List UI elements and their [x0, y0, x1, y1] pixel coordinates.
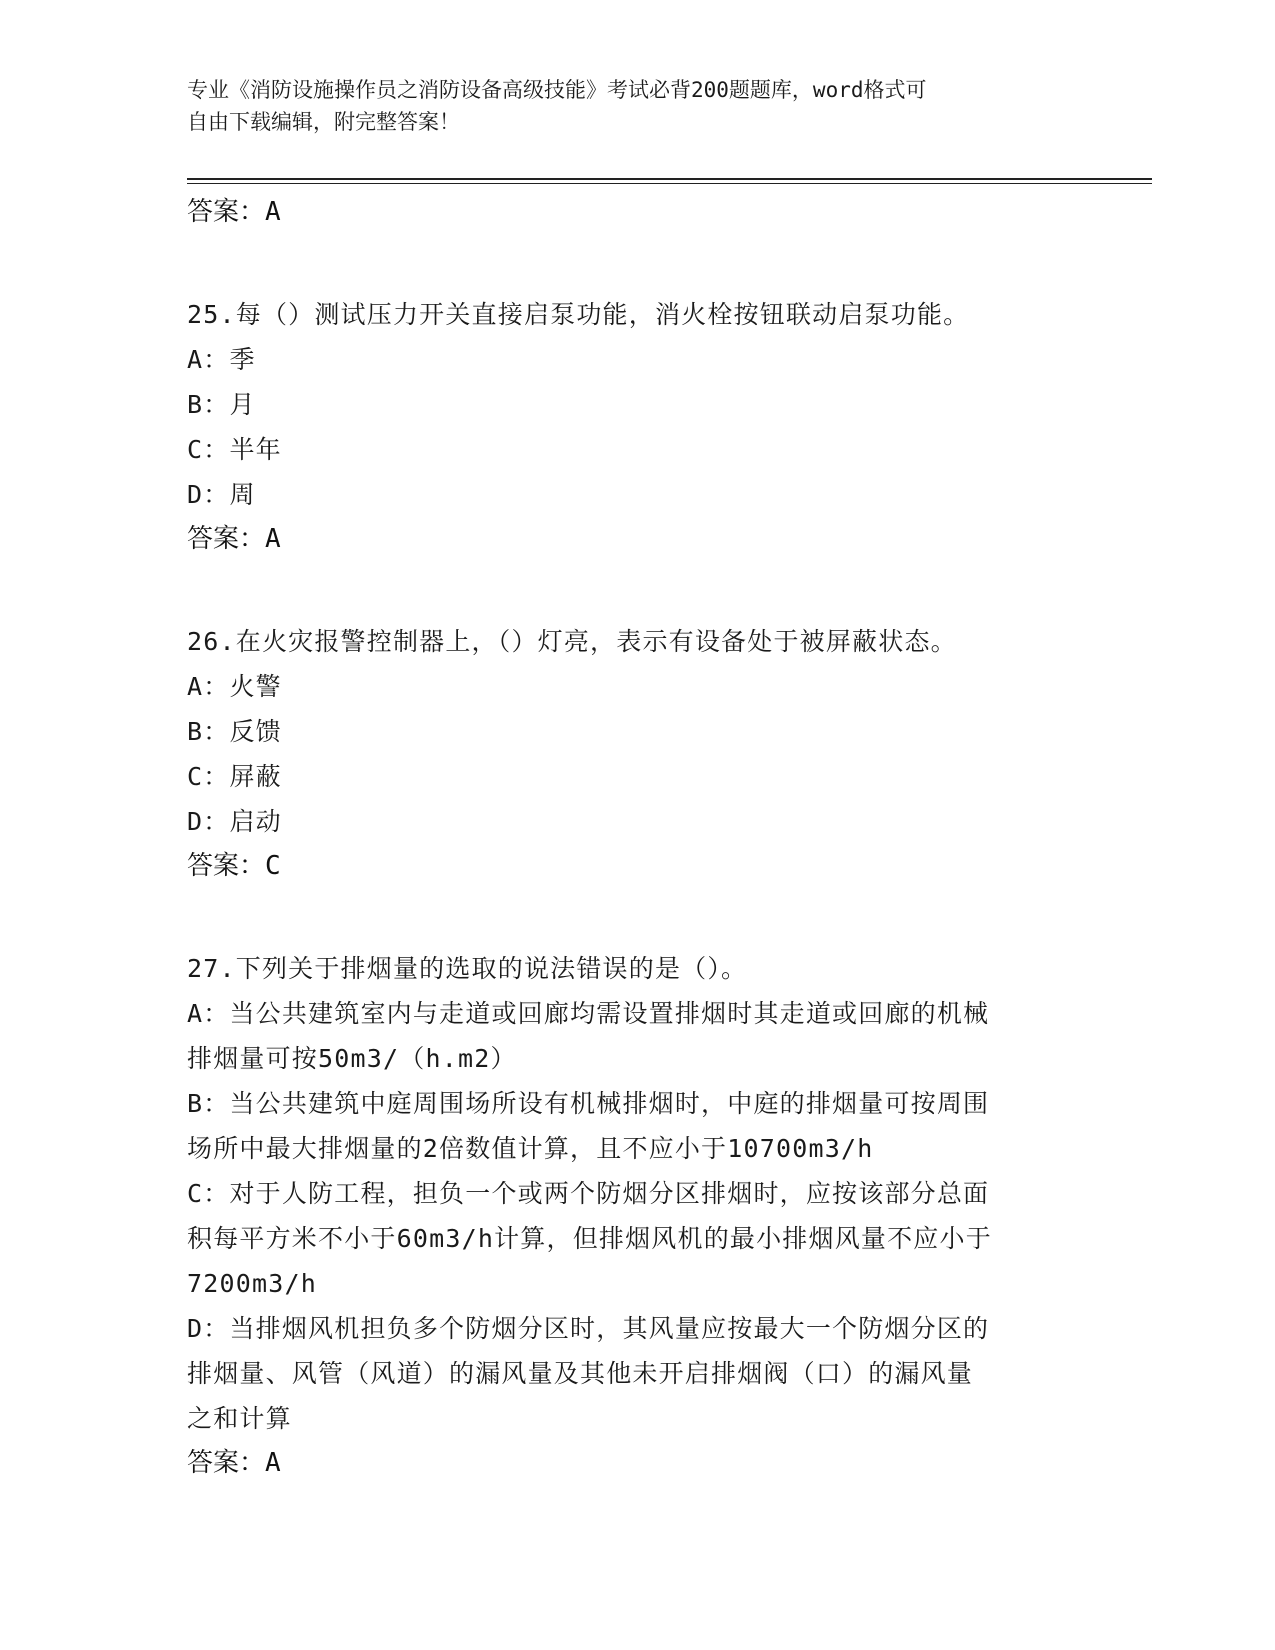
- header-rule-thick: [187, 178, 1152, 180]
- answer-value: A: [265, 524, 281, 554]
- header-rule-thin: [187, 183, 1152, 184]
- answer-line: [187, 190, 1067, 234]
- option-d: D：启动: [187, 807, 282, 836]
- option-line: 场所中最大排烟量的2倍数值计算，且不应小于10700m3/h: [187, 1134, 874, 1163]
- question-stem: 27.下列关于排烟量的选取的说法错误的是（）。: [187, 954, 748, 983]
- option-b: B：反馈: [187, 717, 282, 746]
- option-b: B：月: [187, 390, 256, 419]
- option-line: 排烟量、风管（风道）的漏风量及其他未开启排烟阀（口）的漏风量: [187, 1359, 974, 1388]
- option-d: D：周: [187, 480, 256, 509]
- answer-line: [187, 1441, 1067, 1485]
- option-a: [187, 991, 1067, 1081]
- option-line: 7200m3/h: [187, 1269, 318, 1298]
- answer-label: 答案：: [187, 197, 266, 227]
- spacer: [187, 561, 1067, 619]
- header-line-1: 专业《消防设施操作员之消防设备高级技能》考试必背200题题库，word格式可: [187, 78, 927, 102]
- option-line: D：当排烟风机担负多个防烟分区时，其风量应按最大一个防烟分区的: [187, 1314, 990, 1343]
- spacer: [187, 234, 1067, 292]
- option-c: [187, 1171, 1067, 1306]
- option-line: 之和计算: [187, 1404, 292, 1433]
- option-line: A：当公共建筑室内与走道或回廊均需设置排烟时其走道或回廊的机械: [187, 999, 990, 1028]
- answer-value: C: [265, 851, 281, 881]
- answer-label: 答案：: [187, 851, 266, 881]
- option-line: 排烟量可按50m3/（h.m2）: [187, 1044, 517, 1073]
- question-26: [187, 619, 1067, 888]
- answer-value: A: [265, 197, 281, 227]
- answer-value: A: [265, 1448, 281, 1478]
- option-line: B：当公共建筑中庭周围场所设有机械排烟时，中庭的排烟量可按周围: [187, 1089, 990, 1118]
- document-body: [187, 190, 1067, 1485]
- question-25: [187, 292, 1067, 561]
- answer-line: [187, 517, 1067, 561]
- option-d: [187, 1306, 1067, 1441]
- spacer: [187, 888, 1067, 946]
- answer-label: 答案：: [187, 1448, 266, 1478]
- answer-label: 答案：: [187, 524, 266, 554]
- question-stem: 26.在火灾报警控制器上，（）灯亮，表示有设备处于被屏蔽状态。: [187, 627, 957, 656]
- option-c: C：半年: [187, 435, 282, 464]
- option-b: [187, 1081, 1067, 1171]
- option-a: A：季: [187, 345, 256, 374]
- option-a: A：火警: [187, 672, 282, 701]
- header-line-2: 自由下载编辑，附完整答案！: [187, 110, 460, 134]
- option-line: C：对于人防工程，担负一个或两个防烟分区排烟时，应按该部分总面: [187, 1179, 990, 1208]
- option-c: C：屏蔽: [187, 762, 282, 791]
- page-header: [187, 74, 1067, 138]
- answer-line: [187, 844, 1067, 888]
- question-27: [187, 946, 1067, 1485]
- question-stem: 25.每（）测试压力开关直接启泵功能，消火栓按钮联动启泵功能。: [187, 300, 970, 329]
- option-line: 积每平方米不小于60m3/h计算，但排烟风机的最小排烟风量不应小于: [187, 1224, 992, 1253]
